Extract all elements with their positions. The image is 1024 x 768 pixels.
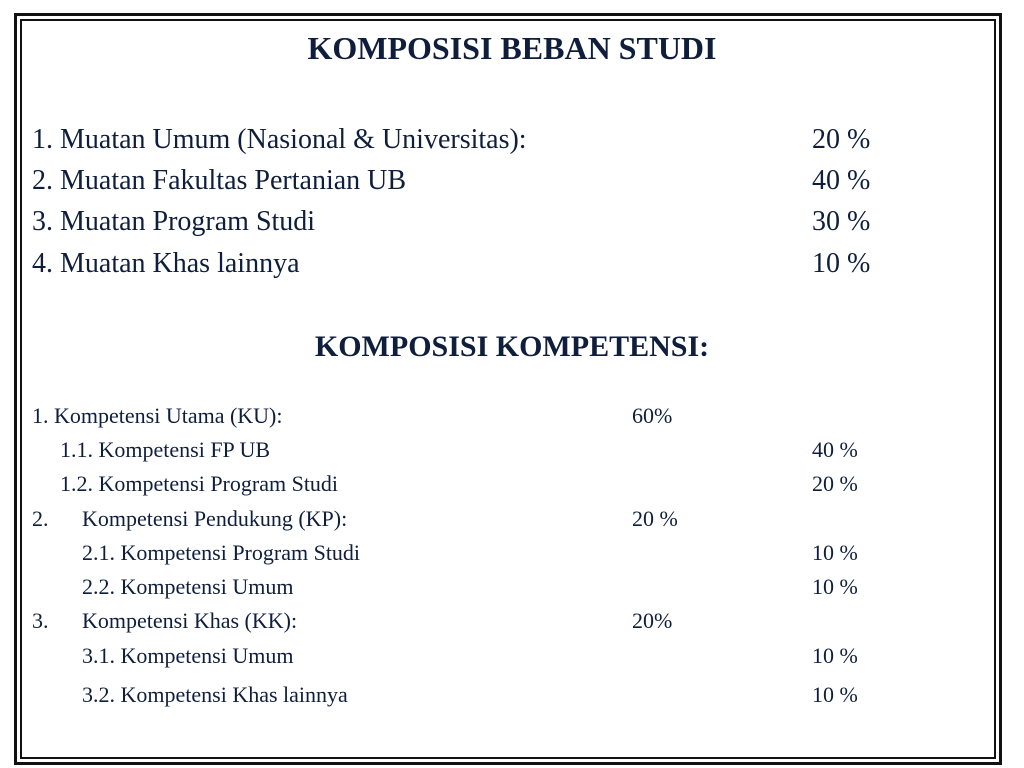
beban-item-4-label: 4. Muatan Khas lainnya: [32, 248, 300, 279]
kompetensi-item-3-number: 3.: [32, 608, 49, 633]
kompetensi-item-3-value: 20%: [632, 608, 673, 633]
kompetensi-item-1-2-value: 20 %: [812, 471, 858, 496]
beban-item-1-value: 20 %: [812, 124, 871, 155]
kompetensi-title: KOMPOSISI KOMPETENSI:: [314, 330, 710, 363]
kompetensi-item-1-1-label: 1.1. Kompetensi FP UB: [60, 437, 271, 462]
kompetensi-item-1-value: 60%: [632, 403, 673, 428]
kompetensi-item-2-1-label: 2.1. Kompetensi Program Studi: [82, 540, 361, 565]
kompetensi-item-3-2-label: 3.2. Kompetensi Khas lainnya: [82, 682, 348, 707]
kompetensi-item-3-2-value: 10 %: [812, 682, 858, 707]
kompetensi-item-2-2-value: 10 %: [812, 574, 858, 599]
kompetensi-item-2-2-label: 2.2. Kompetensi Umum: [82, 574, 294, 599]
kompetensi-item-1-1-value: 40 %: [812, 437, 858, 462]
kompetensi-item-3-label: Kompetensi Khas (KK):: [82, 608, 298, 633]
beban-item-3-label: 3. Muatan Program Studi: [32, 206, 316, 237]
kompetensi-item-3-1-label: 3.1. Kompetensi Umum: [82, 643, 294, 668]
kompetensi-item-1-2-label: 1.2. Kompetensi Program Studi: [60, 471, 339, 496]
kompetensi-item-2-1-value: 10 %: [812, 540, 858, 565]
kompetensi-item-2-label: Kompetensi Pendukung (KP):: [82, 506, 348, 531]
beban-item-2-label: 2. Muatan Fakultas Pertanian UB: [32, 165, 407, 196]
beban-item-4-value: 10 %: [812, 248, 871, 279]
beban-item-2-value: 40 %: [812, 165, 871, 196]
kompetensi-item-1-label: 1. Kompetensi Utama (KU):: [32, 403, 283, 428]
kompetensi-item-2-number: 2.: [32, 506, 49, 531]
kompetensi-item-3-1-value: 10 %: [812, 643, 858, 668]
beban-studi-title: KOMPOSISI BEBAN STUDI: [307, 30, 717, 66]
kompetensi-item-2-value: 20 %: [632, 506, 678, 531]
beban-item-3-value: 30 %: [812, 206, 871, 237]
beban-item-1-label: 1. Muatan Umum (Nasional & Universitas):: [32, 124, 527, 155]
